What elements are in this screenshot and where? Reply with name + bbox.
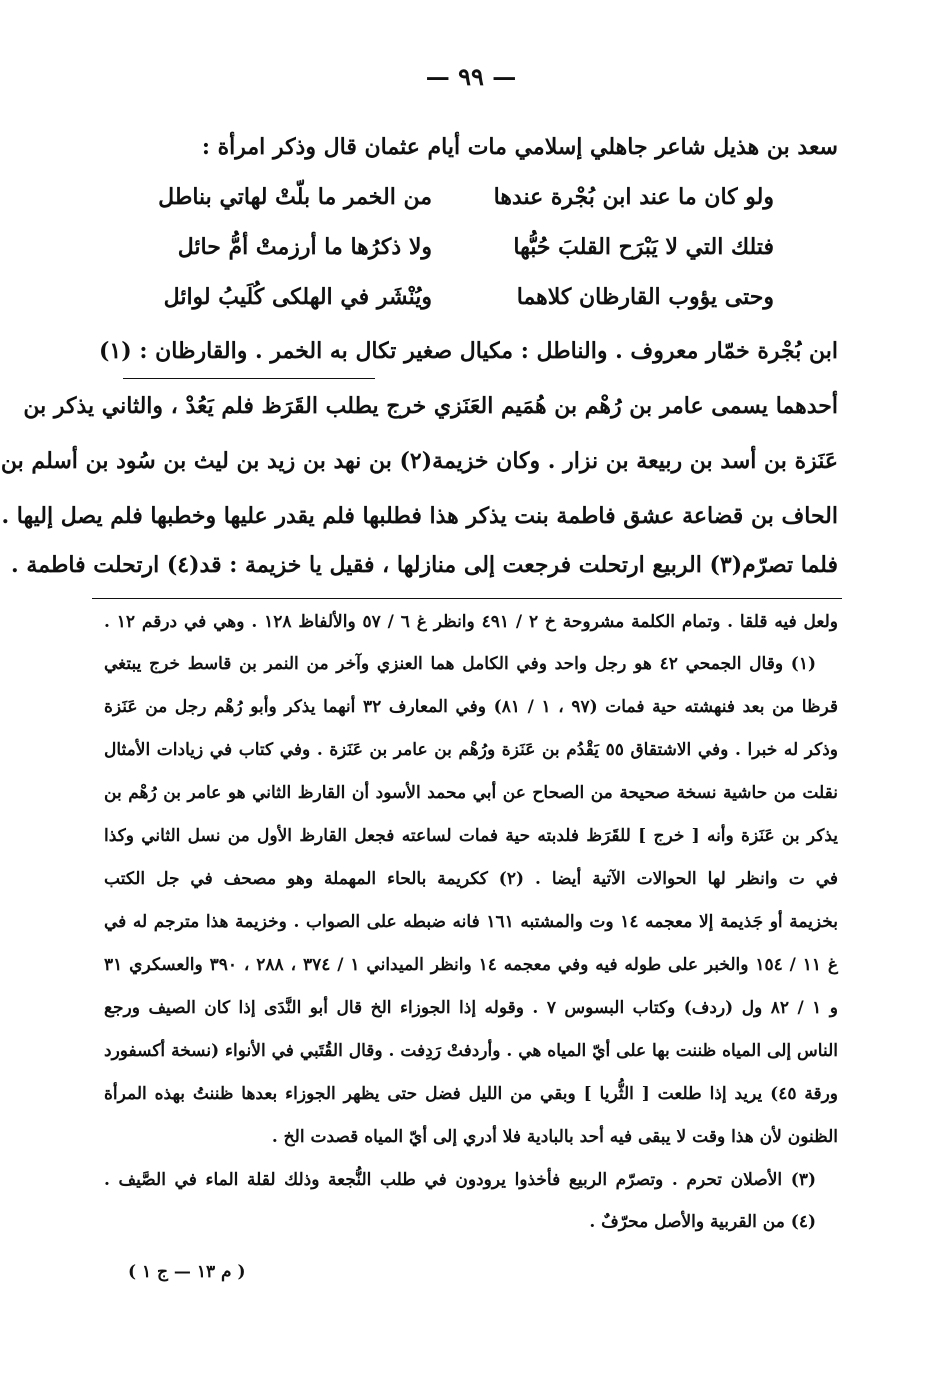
footnote-line: (١) وقال الجمحي ٤٢ هو رجل واحد وفي الكامل هما العنزي وآخر من النمر بن قاسط خرج يبتغي — [104, 654, 817, 674]
verse-first-hemistich: وحتى يؤوب القارظان كلاهما — [516, 284, 774, 310]
footnote-line: و ١ / ٨٢ ول (ردف) وكتاب البسوس ٧ . وقوله إذا الجوزاء الخ قال أبو النَّدَى إذا كان الصيف ورجع — [104, 998, 838, 1018]
main-line: الحاف بن قضاعة عشق فاطمة بنت يذكر هذا فطلبها فلم يقدر عليها وخطبها فلم يصل إليها . — [1, 503, 838, 529]
footnote-rule — [92, 598, 842, 599]
footnote-line: يذكر بن عَنَزة وأنه [ خرج ] للقَرَظ فلدبته حية فمات لساعته فجعل القارظ الأول من نسل الثاني وكذا — [104, 826, 838, 846]
footnote-line: ولعل فيه قلقا . وتمام الكلمة مشروحة خ ٢ / ٤٩١ وانظر غ ٦ / ٥٧ والألفاظ ١٢٨ . وهي في درقم ١٢ . — [104, 612, 839, 632]
footnote-separator — [123, 378, 375, 379]
verse-second-hemistich: من الخمر ما بلّتْ لهاتي بناطل — [158, 184, 432, 210]
verse-first-hemistich: فتلك التي لا يَبْرَح القلبَ حُبُّها — [513, 234, 774, 260]
main-line: عَنَزة بن أسد بن ربيعة بن نزار . وكان خزيمة(٢) بن نهد بن زيد بن ليث بن سُود بن أسلم بن — [0, 448, 838, 474]
footnote-line: في ت وانظر لها الحوالات الآتية أيضا . (٢) ككريمة بالحاء المهملة وهو مصحف في جل الكتب — [104, 869, 838, 889]
footnote-line: نقلت من حاشية نسخة صحيحة من الصحاح عن أبي محمد الأسود أن القارظ الثاني هو عامر بن رُهْم بن — [104, 783, 838, 803]
footnote-line: ورقة ٤٥) يريد إذا طلعت [ الثُّريا ] وبقي من الليل فضل حتى يظهر الجوزاء بعدها ظننتُ بهذه المرأة — [104, 1084, 838, 1104]
footnote-line: قرظا من بعد فنهشته حية فمات (٩٧ ، ١ / ٨١) وفي المعارف ٣٢ أنهما يذكر وأبو رُهْم رجل من عَنَزة — [104, 697, 838, 717]
main-line: سعد بن هذيل شاعر جاهلي إسلامي مات أيام عثمان قال وذكر امرأة : — [201, 134, 838, 160]
footnote-line: الناس إلى المياه ظننت بها على أيّ المياه هي . وأردفتْ رَدِفت . وقال القُتَبي في الأنواء (نسخة أكسفورد — [104, 1041, 838, 1061]
footnote-line: غ ١١ / ١٥٤ والخبر على طوله فيه وفي معجمه ١٤ وانظر الميداني ١ / ٣٧٤ ، ٢٨٨ ، ٣٩٠ والعسكري ٣١ — [104, 955, 839, 975]
footnote-line: وذكر له خبرا . وفي الاشتقاق ٥٥ يَقْدُم بن عَنَزة ورُهْم بن عامر بن عَنَزة . وفي كتاب في زيادات الأمثال — [104, 740, 838, 760]
page-number: — ٩٩ — — [425, 62, 517, 91]
main-line: أحدهما يسمى عامر بن رُهْم بن هُمَيم العَنَزي خرج يطلب القَرَظ فلم يَعُدْ ، والثاني يذكر بن — [23, 393, 838, 419]
verse-second-hemistich: ويُنْشَر في الهلكى كُلَيبُ لوائل — [163, 284, 432, 310]
footnote-line: بخزيمة أو جَذيمة إلا معجمه ١٤ وت والمشتبه ١٦١ فانه ضبطه على الصواب . وخزيمة هذا مترجم له في — [104, 912, 839, 932]
verse-second-hemistich: ولا ذكرُها ما أرزمتْ أمُّ حائل — [177, 234, 432, 260]
signature-mark: ( م ١٣ — ج ١ ) — [128, 1262, 246, 1282]
footnote-line: الظنون لأن هذا وقت لا يبقى فيه أحد بالبادية فلا أدري إلى أيّ المياه قصدت الخ . — [271, 1127, 838, 1147]
main-line: ابن بُجْرة خمّار معروف . والناطل : مكيال صغير تكال به الخمر . والقارظان : (١) — [99, 338, 838, 364]
footnote-line: (٤) من القربية والأصل محرّفٌ . — [589, 1212, 816, 1232]
main-line: فلما تصرّم(٣) الربيع ارتحلت فرجعت إلى منازلها ، فقيل يا خزيمة : قد(٤) ارتحلت فاطمة . — [11, 552, 838, 578]
footnote-line: (٣) الأصلان تحرم . وتصرّم الربيع فأخذوا يرودون في طلب النُّجعة وذلك لقلة الماء في الصَّيف . — [104, 1170, 816, 1190]
verse-first-hemistich: ولو كان ما عند ابن بُجْرة عندها — [493, 184, 774, 210]
